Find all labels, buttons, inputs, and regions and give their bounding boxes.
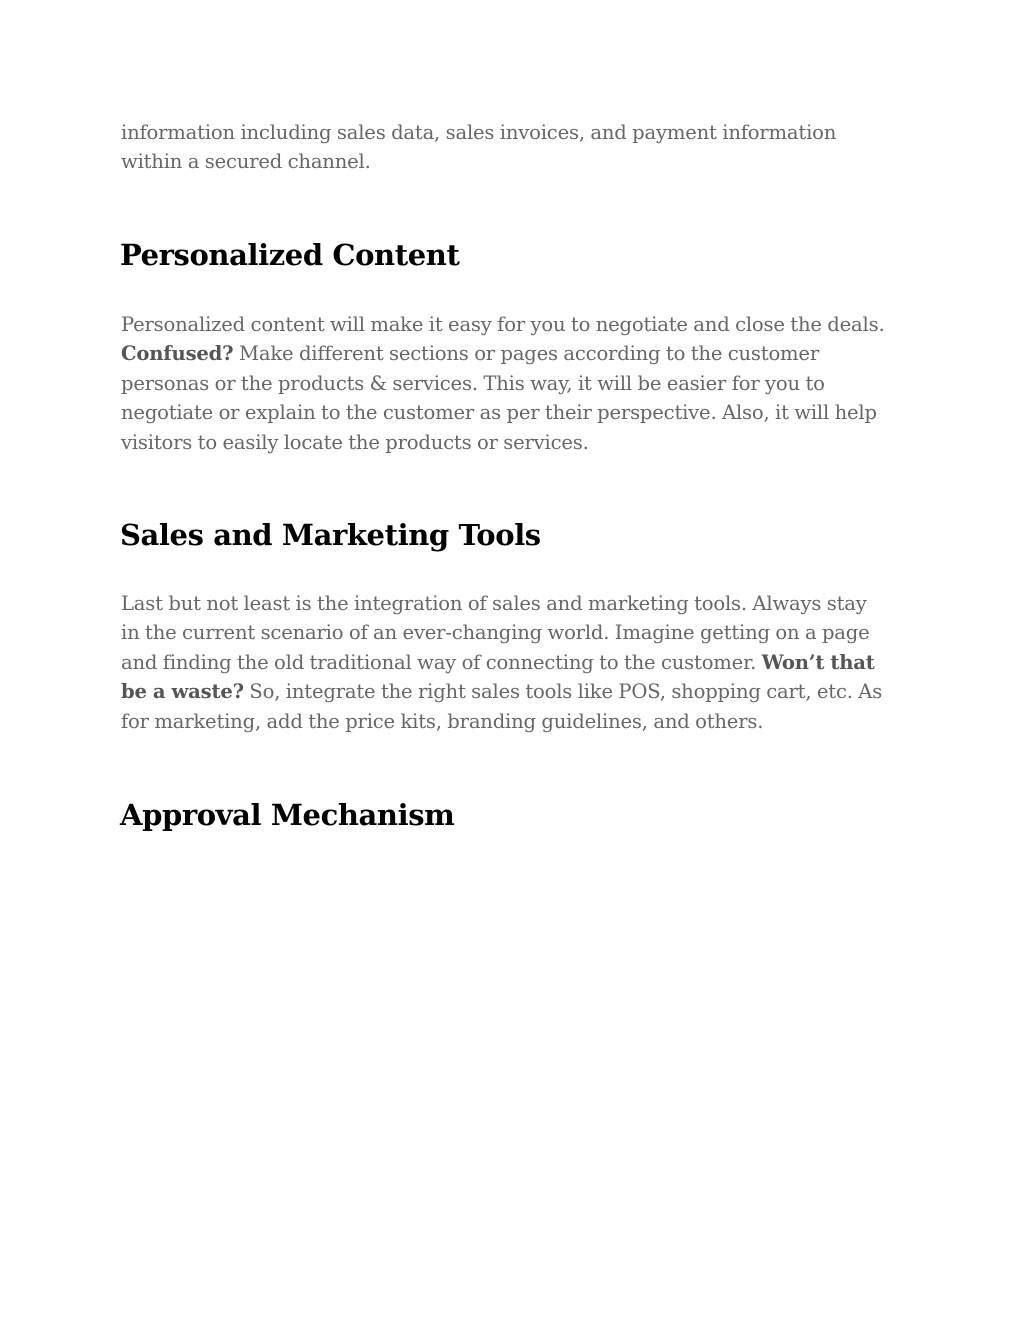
sales-line-4 — [121, 677, 911, 706]
heading-personalized-content: Personalized Content — [120, 238, 460, 272]
heading-sales-marketing-tools: Sales and Marketing Tools — [120, 518, 541, 552]
intro-paragraph — [121, 118, 911, 177]
sales-line-2: in the current scenario of an ever-changing world. Imagine getting on a page — [121, 621, 870, 645]
personalized-line-5: visitors to easily locate the products or services. — [121, 430, 589, 454]
personalized-line-3: personas or the products & services. This way, it will be easier for you to — [121, 371, 825, 395]
sales-line-4-text: So, integrate the right sales tools like POS, shopping cart, etc. As — [243, 680, 883, 704]
sales-line-3 — [121, 648, 911, 677]
intro-line-1: information including sales data, sales invoices, and payment information — [121, 121, 837, 144]
personalized-line-1: Personalized content will make it easy for you to negotiate and close the deals. — [121, 313, 885, 336]
personalized-line-2 — [121, 339, 911, 368]
heading-approval-mechanism: Approval Mechanism — [120, 798, 455, 832]
sales-tools-paragraph — [121, 589, 911, 736]
waste-emphasis: be a waste? — [121, 680, 244, 704]
wont-that-emphasis: Won’t that — [761, 650, 875, 674]
sales-line-3-text: and finding the old traditional way of connecting to the customer. — [121, 650, 762, 674]
intro-line-2: within a secured channel. — [121, 150, 371, 174]
personalized-line-2-text: Make different sections or pages according to the customer — [233, 342, 819, 366]
sales-line-5: for marketing, add the price kits, branding guidelines, and others. — [121, 709, 764, 733]
sales-line-1: Last but not least is the integration of sales and marketing tools. Always stay — [121, 592, 867, 615]
confused-emphasis: Confused? — [121, 342, 234, 366]
personalized-line-4: negotiate or explain to the customer as per their perspective. Also, it will help — [121, 401, 877, 425]
personalized-paragraph — [121, 310, 911, 457]
